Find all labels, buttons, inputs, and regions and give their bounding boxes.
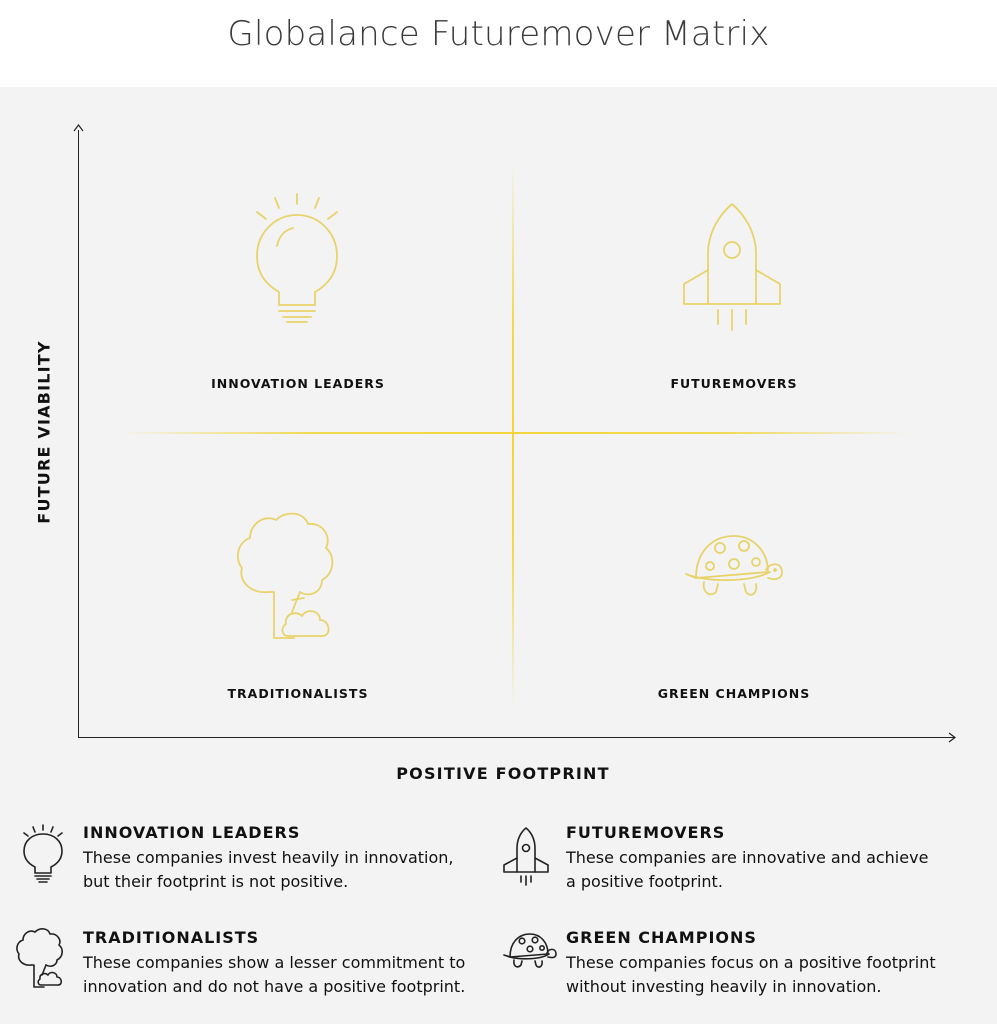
tree-icon bbox=[14, 927, 68, 989]
turtle-icon bbox=[502, 932, 558, 970]
legend-desc-line: These companies show a lesser commitment to bbox=[83, 953, 466, 972]
x-axis-arrow-icon bbox=[948, 732, 956, 743]
legend-title-innovation-leaders: INNOVATION LEADERS bbox=[83, 823, 301, 842]
quadrant-label-futuremovers: FUTUREMOVERS bbox=[670, 376, 798, 391]
legend-desc-line: innovation and do not have a positive footprint. bbox=[83, 977, 466, 996]
legend-desc-line: without investing heavily in innovation. bbox=[566, 977, 882, 996]
horizontal-divider bbox=[120, 432, 910, 434]
legend-title-futuremovers: FUTUREMOVERS bbox=[566, 823, 726, 842]
x-axis-label: POSITIVE FOOTPRINT bbox=[396, 764, 610, 783]
legend-desc-green-champions bbox=[566, 951, 976, 999]
legend-desc-futuremovers bbox=[566, 846, 976, 894]
lightbulb-icon bbox=[18, 823, 68, 883]
legend-title-traditionalists: TRADITIONALISTS bbox=[83, 928, 260, 947]
tree-icon bbox=[232, 508, 340, 644]
legend-title-green-champions: GREEN CHAMPIONS bbox=[566, 928, 757, 947]
turtle-icon bbox=[682, 532, 786, 600]
vertical-divider bbox=[512, 160, 514, 710]
rocket-icon bbox=[680, 200, 784, 335]
y-axis-arrow-icon bbox=[73, 124, 84, 132]
legend-desc-line: a positive footprint. bbox=[566, 872, 723, 891]
legend-desc-line: These companies invest heavily in innovation, bbox=[83, 848, 454, 867]
page-title: Globalance Futuremover Matrix bbox=[227, 14, 770, 54]
rocket-icon bbox=[500, 826, 552, 886]
x-axis bbox=[78, 737, 955, 738]
lightbulb-icon bbox=[243, 190, 351, 325]
y-axis-label: FUTURE VIABILITY bbox=[34, 340, 54, 524]
quadrant-label-green-champions: GREEN CHAMPIONS bbox=[657, 686, 811, 701]
legend-desc-line: These companies focus on a positive footprint bbox=[566, 953, 936, 972]
legend-desc-innovation-leaders bbox=[83, 846, 493, 894]
legend-desc-line: These companies are innovative and achieve bbox=[566, 848, 929, 867]
legend-desc-traditionalists bbox=[83, 951, 493, 999]
quadrant-label-traditionalists: TRADITIONALISTS bbox=[227, 686, 369, 701]
legend-desc-line: but their footprint is not positive. bbox=[83, 872, 349, 891]
quadrant-label-innovation-leaders: INNOVATION LEADERS bbox=[211, 376, 385, 391]
y-axis bbox=[78, 130, 79, 738]
